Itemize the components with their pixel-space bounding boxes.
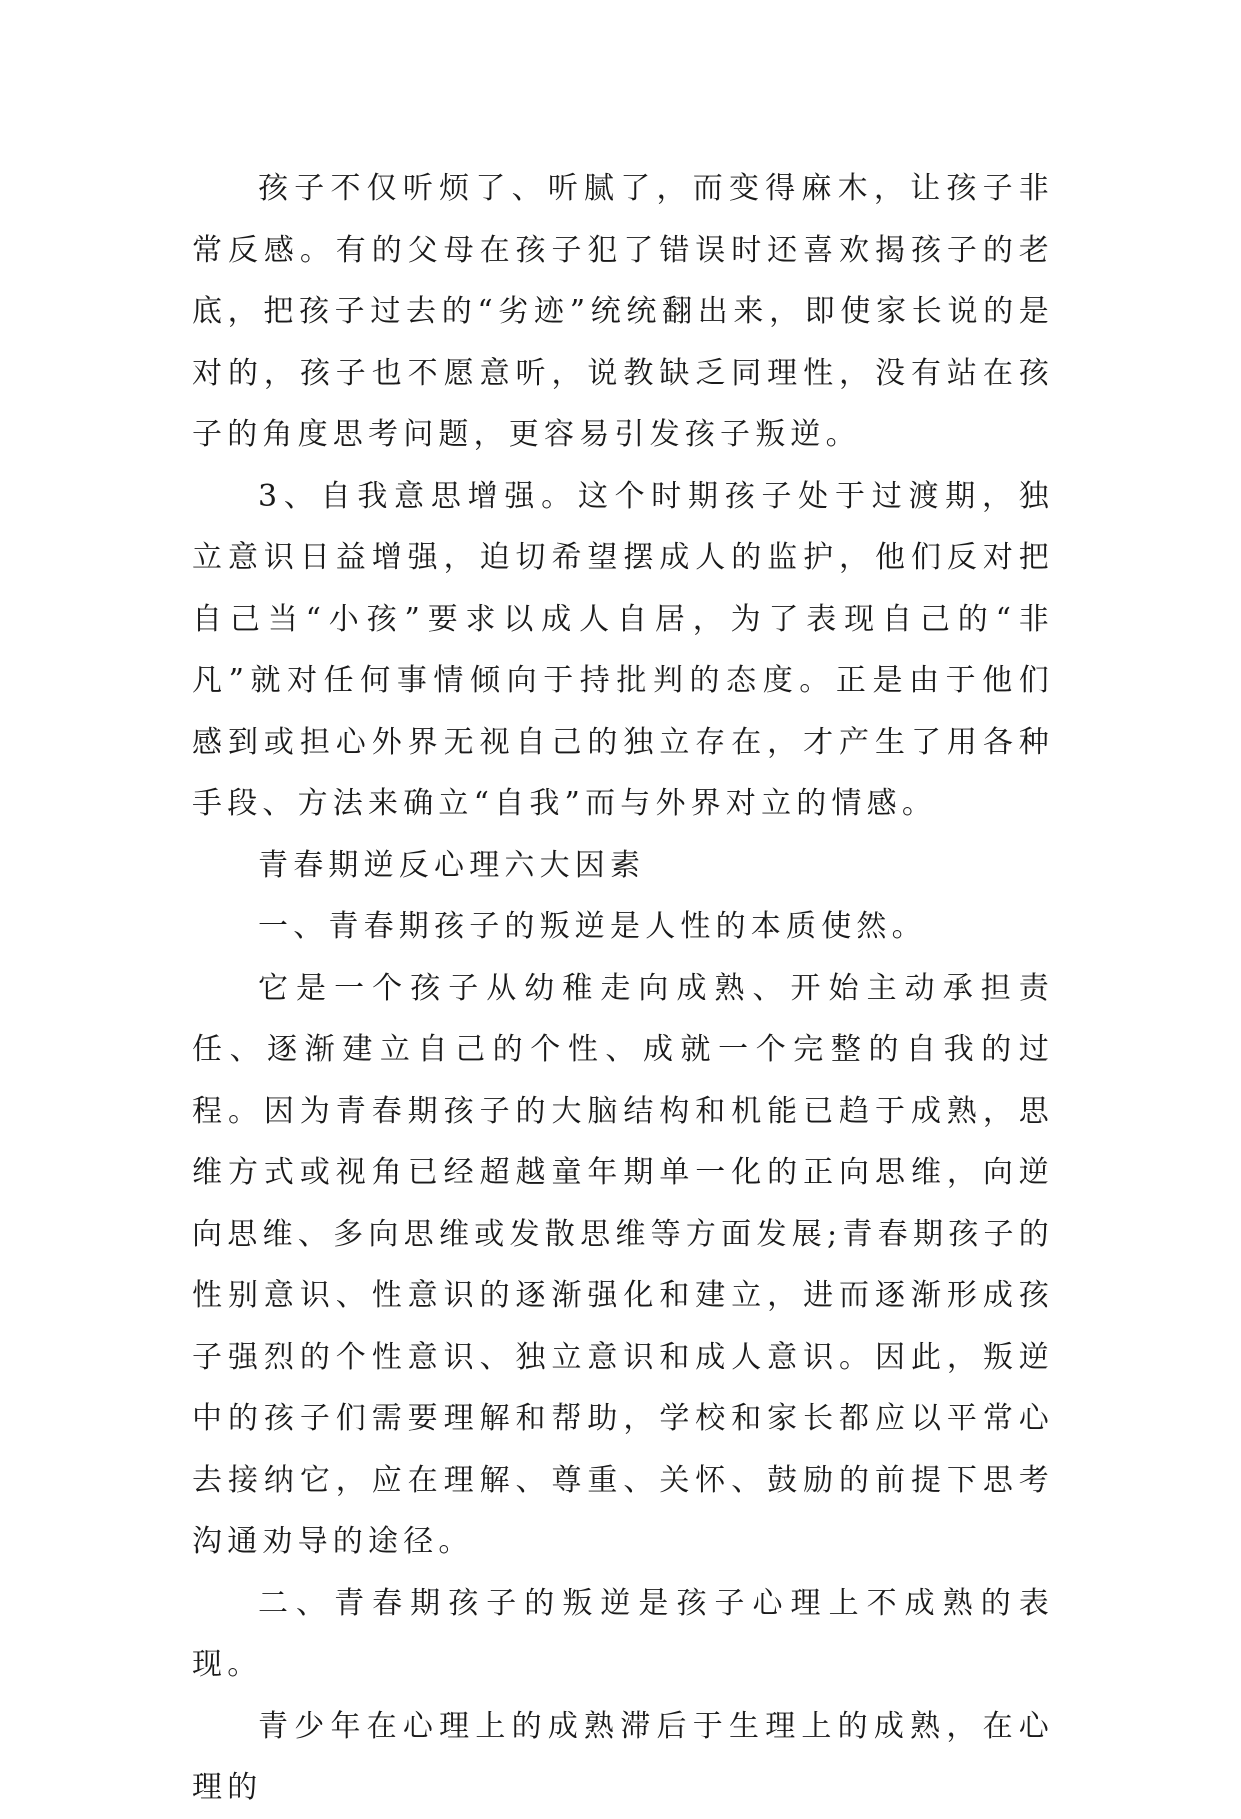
document-body xyxy=(192,158,1054,1819)
paragraph: 孩子不仅听烦了、听腻了，而变得麻木，让孩子非常反感。有的父母在孩子犯了错误时还喜欢揭孩子的老底，把孩子过去的“劣迹”统统翻出来，即使家长说的是对的，孩子也不愿意听，说教缺乏同理性，没有站在孩子的角度思考问题，更容易引发孩子叛逆。 xyxy=(192,171,1054,452)
section-heading: 青春期逆反心理六大因素 xyxy=(258,847,646,883)
subsection-heading: 一、青春期孩子的叛逆是人性的本质使然。 xyxy=(258,909,927,944)
paragraph: 它是一个孩子从幼稚走向成熟、开始主动承担责任、逐渐建立自己的个性、成就一个完整的自我的过程。因为青春期孩子的大脑结构和机能已趋于成熟，思维方式或视角已经超越童年期单一化的正向思维，向逆向思维、多向思维或发散思维等方面发展;青春期孩子的性别意识、性意识的逐渐强化和建立，进而逐渐形成孩子强烈的个性意识、独立意识和成人意识。因此，叛逆中的孩子们需要理解和帮助，学校和家长都应以平常心去接纳它，应在理解、尊重、关怀、鼓励的前提下思考沟通劝导的途径。 xyxy=(192,970,1054,1559)
subsection-heading: 二、青春期孩子的叛逆是孩子心理上不成熟的表现。 xyxy=(192,1585,1054,1682)
paragraph: 青少年在心理上的成熟滞后于生理上的成熟，在心理的 xyxy=(192,1708,1054,1805)
paragraph: 3、自我意思增强。这个时期孩子处于过渡期，独立意识日益增强，迫切希望摆成人的监护，他们反对把自己当“小孩”要求以成人自居，为了表现自己的“非凡”就对任何事情倾向于持批判的态度。正是由于他们感到或担心外界无视自己的独立存在，才产生了用各种手段、方法来确立“自我”而与外界对立的情感。 xyxy=(192,478,1054,821)
